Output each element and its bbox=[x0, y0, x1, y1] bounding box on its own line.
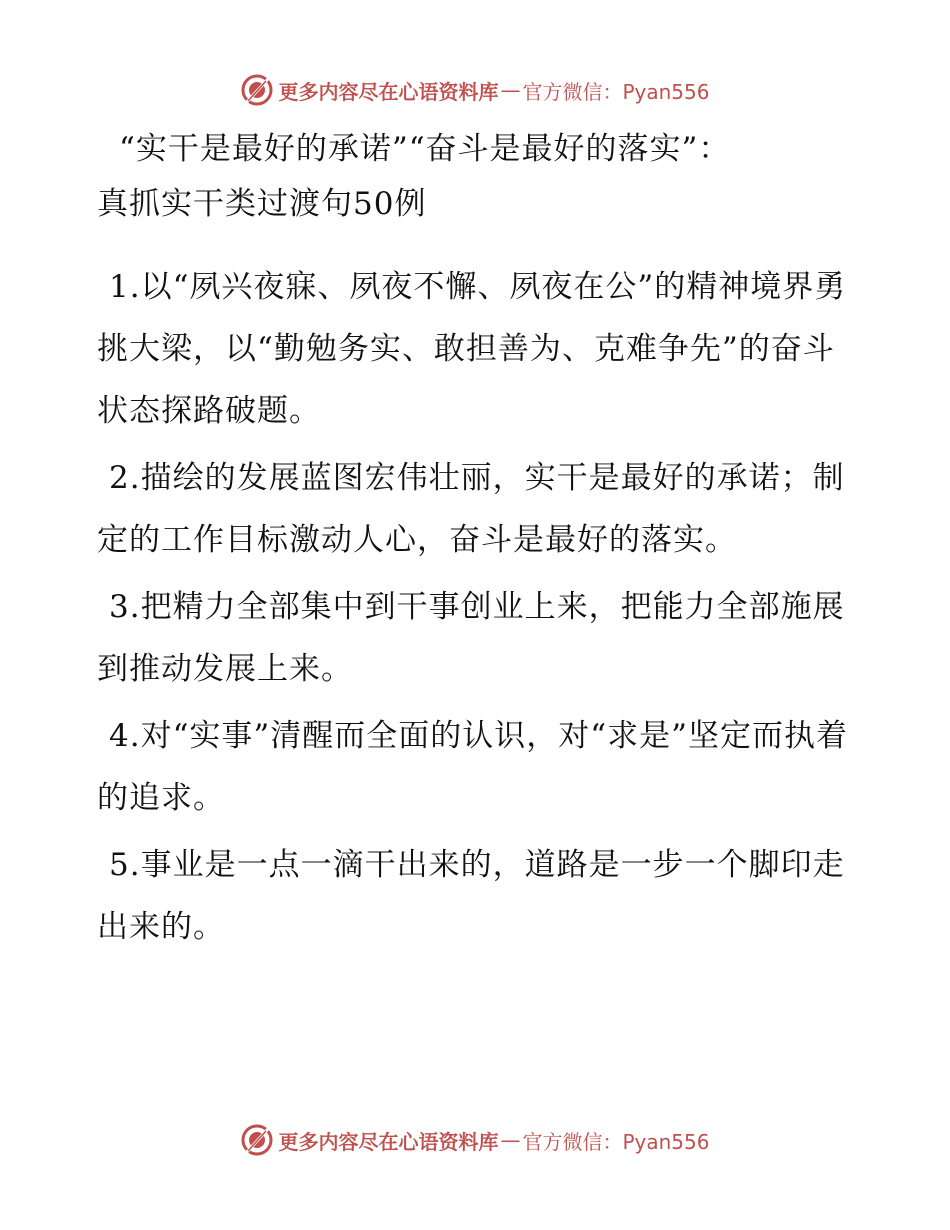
list-item: 1.以“夙兴夜寐、夙夜不懈、夙夜在公”的精神境界勇挑大梁，以“勤勉务实、敢担善为、克难争先”的奋斗状态探路破题。 bbox=[97, 269, 847, 429]
list-item: 4.对“实事”清醒而全面的认识，对“求是”坚定而执着的追求。 bbox=[97, 718, 848, 816]
document-body bbox=[97, 122, 857, 963]
document-title bbox=[97, 122, 857, 232]
watermark-contact: 官方微信：Pyan556 bbox=[522, 79, 710, 104]
list-item: 5.事业是一点一滴干出来的，道路是一步一个脚印走出来的。 bbox=[97, 847, 845, 945]
footer-watermark bbox=[0, 1120, 950, 1160]
header-watermark bbox=[0, 70, 950, 110]
pen-seal-icon bbox=[240, 73, 274, 107]
title-line-1: “实干是最好的承诺”“奋斗是最好的落实”： bbox=[119, 131, 731, 167]
watermark-separator: — bbox=[500, 1128, 521, 1152]
watermark-separator: — bbox=[500, 78, 521, 102]
watermark-text: 更多内容尽在心语资料库 bbox=[278, 1129, 499, 1154]
title-line-2: 真抓实干类过渡句50例 bbox=[97, 186, 427, 222]
list-item: 3.把精力全部集中到干事创业上来，把能力全部施展到推动发展上来。 bbox=[97, 589, 845, 687]
list-item: 2.描绘的发展蓝图宏伟壮丽，实干是最好的承诺；制定的工作目标激动人心，奋斗是最好的落实。 bbox=[97, 460, 845, 558]
watermark-contact: 官方微信：Pyan556 bbox=[522, 1129, 710, 1154]
pen-seal-icon bbox=[240, 1123, 274, 1157]
watermark-text: 更多内容尽在心语资料库 bbox=[278, 79, 499, 104]
